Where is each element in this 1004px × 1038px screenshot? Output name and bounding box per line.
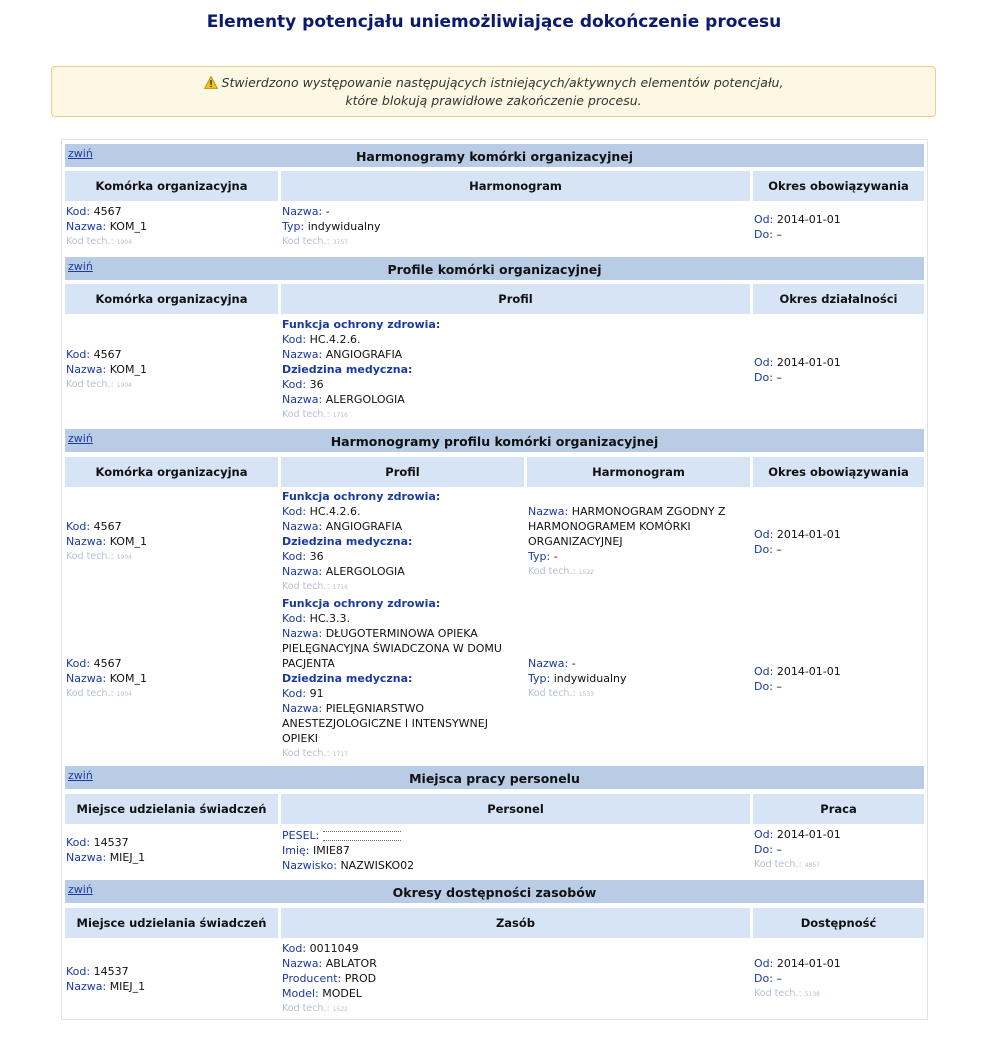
col-header: Praca	[753, 794, 924, 824]
pesel-redacted	[323, 831, 401, 841]
col-header: Okres obowiązywania	[753, 171, 924, 201]
warning-box	[51, 66, 936, 117]
col-header: Miejsce udzielania świadczeń	[65, 794, 278, 824]
section-harmonogramy-komorki	[65, 144, 924, 250]
col-header: Komórka organizacyjna	[65, 457, 278, 487]
table-cell: Nazwa: - Typ: indywidualny Kod tech.: 3757	[281, 203, 750, 250]
warning-line-1: Stwierdzono występowanie następujących istniejących/aktywnych elementów potencjału,	[221, 75, 784, 90]
table-cell: Kod: 4567 Nazwa: KOM_1 Kod tech.: 1904	[65, 597, 278, 760]
collapse-link[interactable]: zwiń	[68, 147, 93, 160]
table-cell: Od: 2014-01-01 Do: –	[753, 489, 924, 595]
table-cell: Od: 2014-01-01 Do: –	[753, 203, 924, 250]
collapse-link[interactable]: zwiń	[68, 883, 93, 896]
section-title: Miejsca pracy personelu	[409, 771, 580, 786]
col-header: Profil	[281, 284, 750, 314]
page-title: Elementy potencjału uniemożliwiające dokończenie procesu	[206, 12, 782, 32]
col-header: Komórka organizacyjna	[65, 171, 278, 201]
col-header: Komórka organizacyjna	[65, 284, 278, 314]
col-header: Harmonogram	[281, 171, 750, 201]
table-cell: Od: 2014-01-01 Do: – Kod tech.: 4857	[753, 826, 924, 874]
col-header: Harmonogram	[527, 457, 750, 487]
table-cell: Nazwa: HARMONOGRAM ZGODNY Z HARMONOGRAMEM KOMÓRKI ORGANIZACYJNEJ Typ: - Kod tech.: 1522	[527, 489, 750, 595]
section-header	[65, 257, 924, 280]
table-cell: Funkcja ochrony zdrowia: Kod: HC.4.2.6. Nazwa: ANGIOGRAFIA Dziedzina medyczna: Kod: 36 Nazwa: ALERGOLOGIA Kod tech.: 1716	[281, 489, 524, 595]
section-header	[65, 880, 924, 903]
table-cell: PESEL: Imię: IMIE87 Nazwisko: NAZWISKO02	[281, 826, 750, 874]
table-cell: Kod: 4567 Nazwa: KOM_1 Kod tech.: 1904	[65, 489, 278, 595]
collapse-link[interactable]: zwiń	[68, 432, 93, 445]
col-header: Profil	[281, 457, 524, 487]
col-header: Okres obowiązywania	[753, 457, 924, 487]
col-header: Zasób	[281, 908, 750, 938]
section-title: Profile komórki organizacyjnej	[387, 262, 602, 277]
collapse-link[interactable]: zwiń	[68, 769, 93, 782]
section-title: Harmonogramy profilu komórki organizacyjnej	[330, 434, 659, 449]
table-cell: Funkcja ochrony zdrowia: Kod: HC.4.2.6. Nazwa: ANGIOGRAFIA Dziedzina medyczna: Kod: 36 Nazwa: ALERGOLOGIA Kod tech.: 1716	[281, 316, 750, 423]
warning-icon	[204, 76, 218, 89]
table-cell: Kod: 4567 Nazwa: KOM_1 Kod tech.: 1904	[65, 316, 278, 423]
section-title: Harmonogramy komórki organizacyjnej	[355, 149, 634, 164]
table-cell: Kod: 14537 Nazwa: MIEJ_1	[65, 940, 278, 1017]
col-header: Okres działalności	[753, 284, 924, 314]
collapse-link[interactable]: zwiń	[68, 260, 93, 273]
section-harmonogramy-profilu	[65, 429, 924, 760]
section-profile-komorki	[65, 257, 924, 423]
section-title: Okresy dostępności zasobów	[392, 885, 597, 900]
section-okresy-dostepnosci	[65, 880, 924, 1017]
section-header	[65, 766, 924, 789]
table-cell: Nazwa: - Typ: indywidualny Kod tech.: 1533	[527, 597, 750, 760]
table-cell: Kod: 4567 Nazwa: KOM_1 Kod tech.: 1904	[65, 203, 278, 250]
table-cell: Od: 2014-01-01 Do: –	[753, 597, 924, 760]
warning-line-2: które blokują prawidłowe zakończenie procesu.	[345, 93, 642, 108]
col-header: Personel	[281, 794, 750, 824]
section-header	[65, 429, 924, 452]
table-cell: Od: 2014-01-01 Do: – Kod tech.: 5138	[753, 940, 924, 1017]
table-cell: Kod: 14537 Nazwa: MIEJ_1	[65, 826, 278, 874]
col-header: Miejsce udzielania świadczeń	[65, 908, 278, 938]
section-header	[65, 144, 924, 167]
table-cell: Od: 2014-01-01 Do: –	[753, 316, 924, 423]
section-miejsca-pracy	[65, 766, 924, 874]
col-header: Dostępność	[753, 908, 924, 938]
table-cell: Kod: 0011049 Nazwa: ABLATOR Producent: PROD Model: MODEL Kod tech.: 1522	[281, 940, 750, 1017]
table-cell: Funkcja ochrony zdrowia: Kod: HC.3.3. Nazwa: DŁUGOTERMINOWA OPIEKA PIELĘGNACYJNA ŚWIADCZONA W DOMU PACJENTA Dziedzina medyczna: Kod: 91 Nazwa: PIELĘGNIARSTWO ANESTEZJOLOGICZNE I INTENSYWNEJ OPIEKI Kod tech.: 1717	[281, 597, 524, 760]
